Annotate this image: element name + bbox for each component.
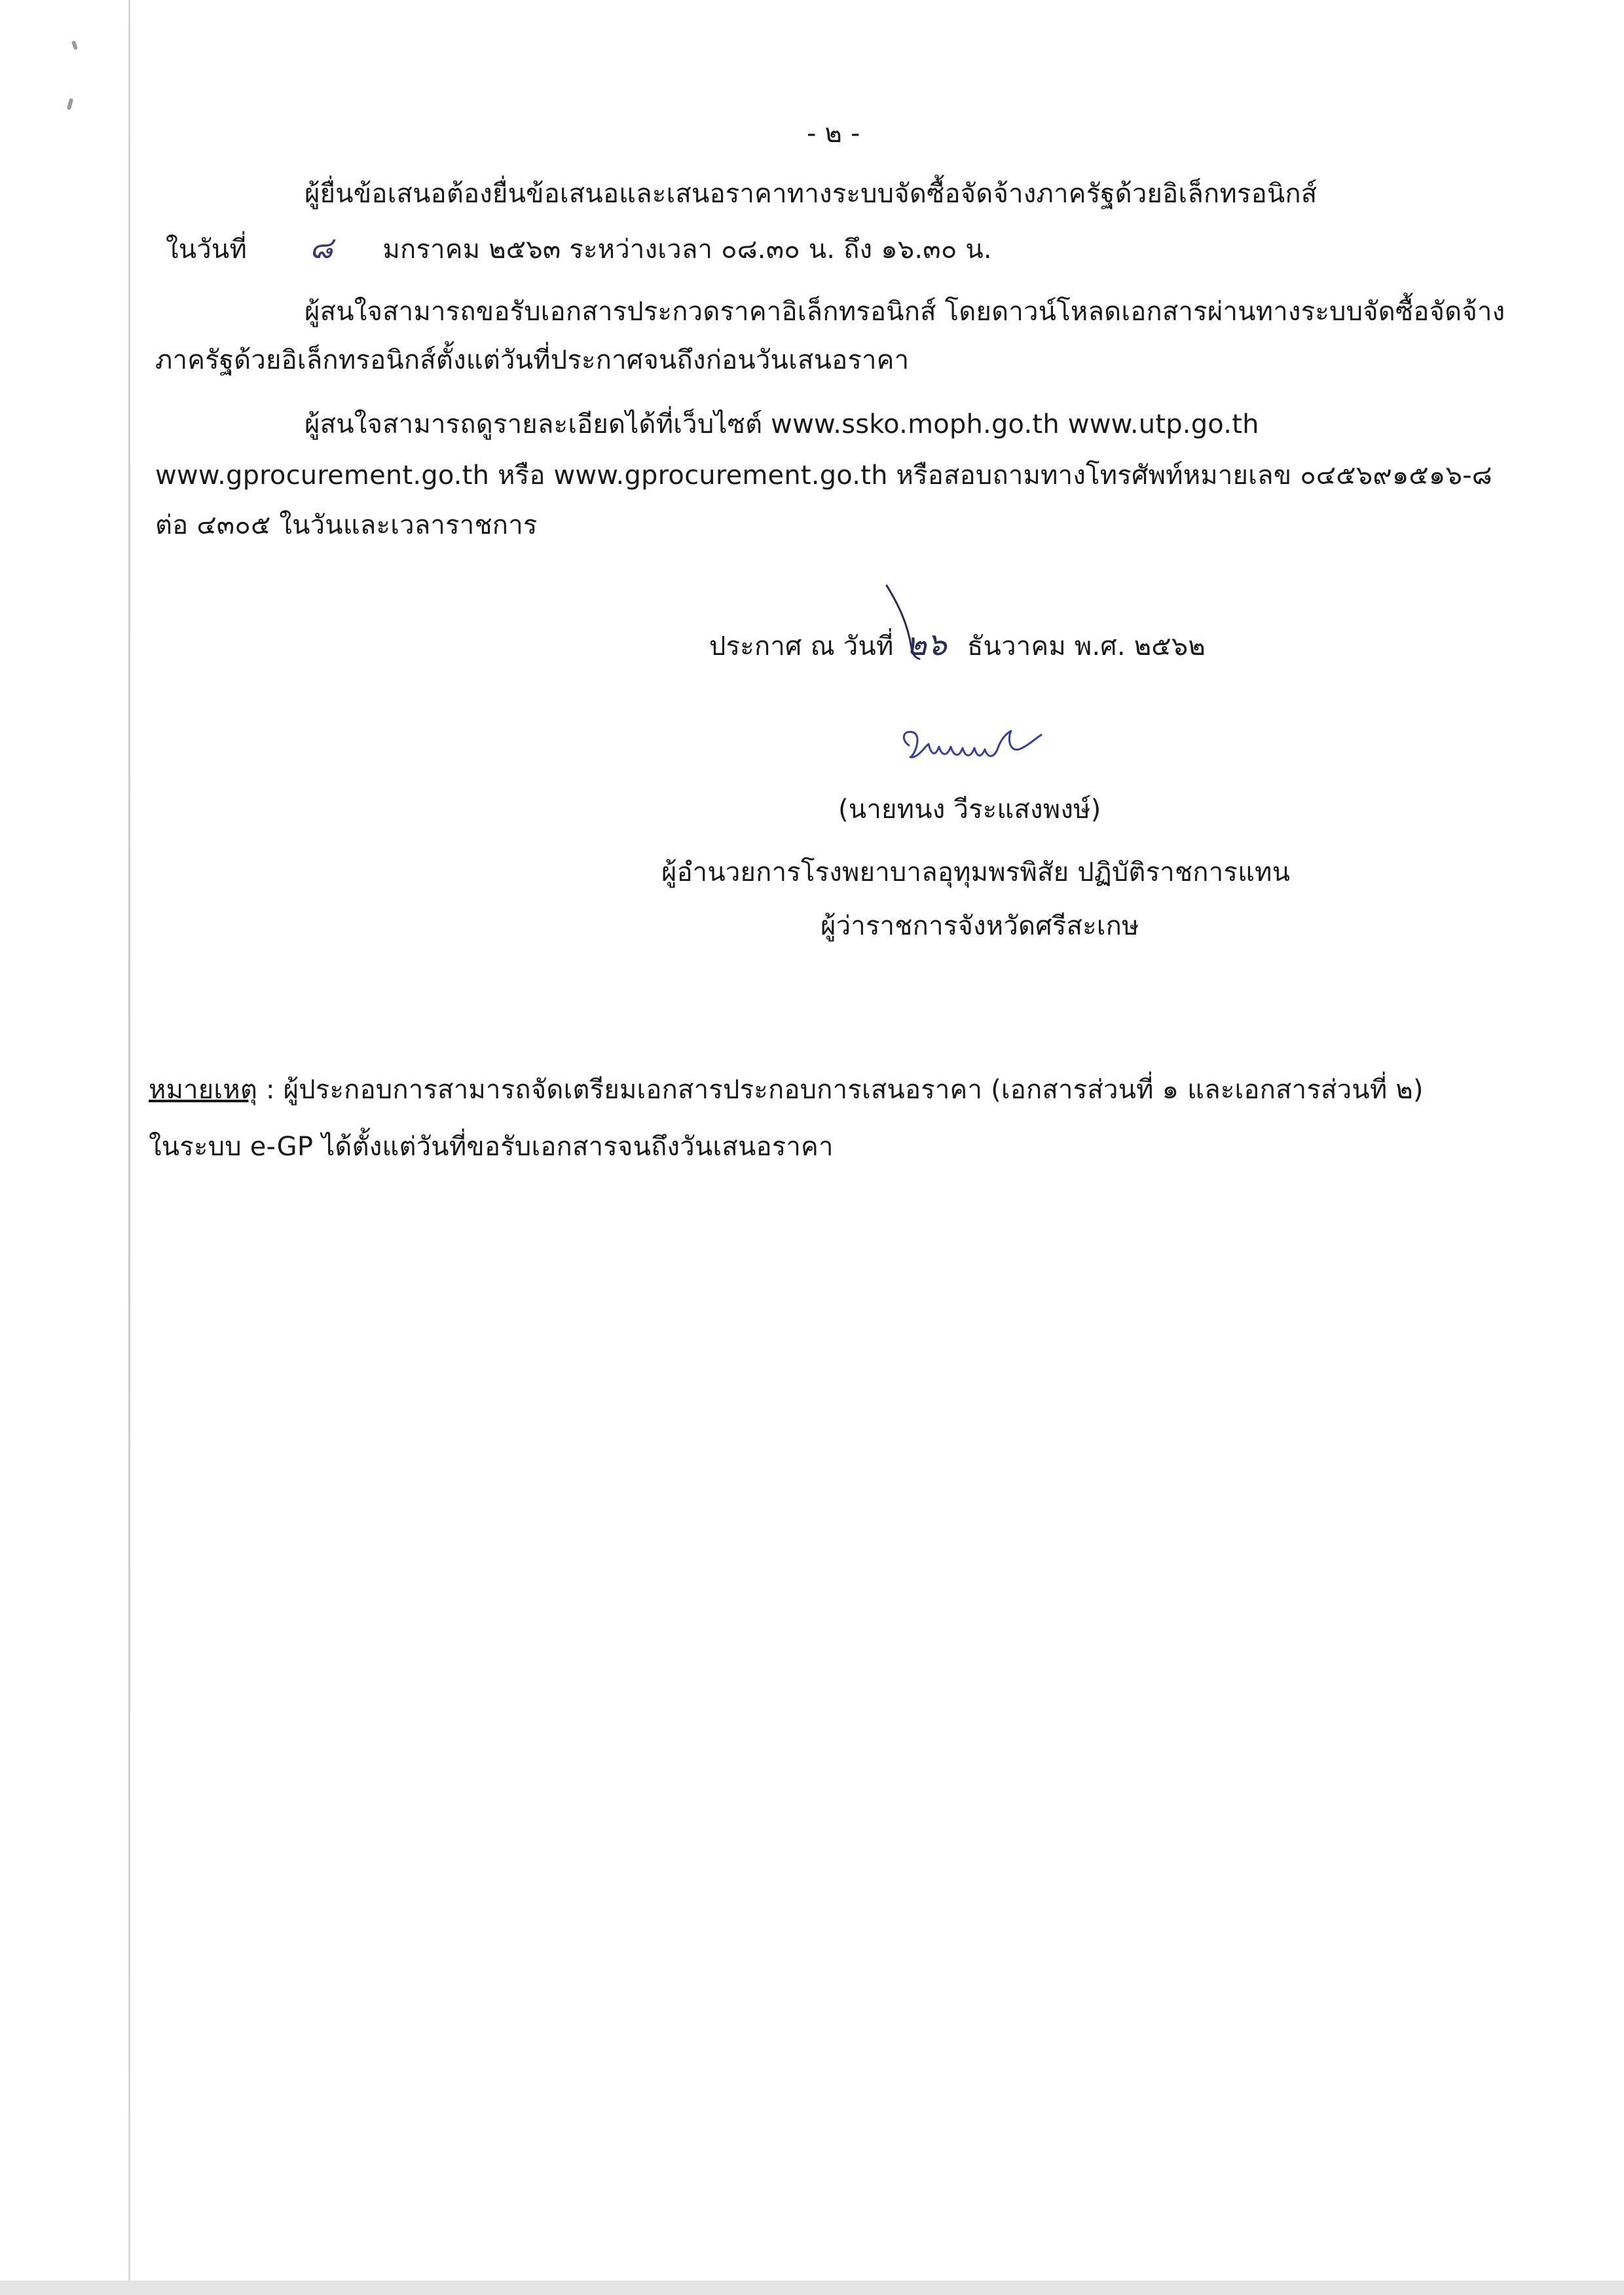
paragraph-1-line-1: ผู้ยื่นข้อเสนอต้องยื่นข้อเสนอและเสนอราคาทางระบบจัดซื้อจัดจ้างภาครัฐด้วยอิเล็กทรอนิกส์ <box>304 179 1318 209</box>
paragraph-3-line-1: ผู้สนใจสามารถดูรายละเอียดได้ที่เว็บไซต์ www.ssko.moph.go.th www.utp.go.th <box>304 409 1259 439</box>
date-rest: มกราคม ๒๕๖๓ ระหว่างเวลา ๐๘.๓๐ น. ถึง ๑๖.๓๐ น. <box>382 234 992 265</box>
signatory-position-1: ผู้อำนวยการโรงพยาบาลอุทุมพรพิสัย ปฏิบัติราชการแทน <box>661 857 1291 887</box>
paragraph-1-line-2 <box>166 231 992 267</box>
note-line-1 <box>149 1073 1424 1107</box>
note-text: : ผู้ประกอบการสามารถจัดเตรียมเอกสารประกอบการเสนอราคา (เอกสารส่วนที่ ๑ และเอกสารส่วนที่ ๒) <box>257 1075 1424 1105</box>
announcement-month-year: ธันวาคม พ.ศ. ๒๕๖๒ <box>967 631 1206 662</box>
date-prefix: ในวันที่ <box>166 234 248 265</box>
scan-speck <box>67 98 73 111</box>
scan-edge-line <box>128 0 130 2295</box>
handwritten-day: ๘ <box>309 230 333 265</box>
signatory-position-2: ผู้ว่าราชการจังหวัดศรีสะเกษ <box>821 911 1139 941</box>
note-label: หมายเหตุ <box>149 1075 258 1105</box>
announcement-day: ๒๖ <box>906 626 947 663</box>
signature <box>896 720 1053 773</box>
paragraph-2-line-1: ผู้สนใจสามารถขอรับเอกสารประกวดราคาอิเล็กทรอนิกส์ โดยดาวน์โหลดเอกสารผ่านทางระบบจัดซื้อจัดจ้าง <box>304 297 1505 327</box>
page-number: - ๒ - <box>807 119 860 149</box>
announcement-prefix: ประกาศ ณ วันที่ <box>709 631 894 662</box>
paragraph-3-line-3: ต่อ ๔๓๐๕ ในวันและเวลาราชการ <box>155 510 538 540</box>
announcement-date <box>709 627 1206 663</box>
paragraph-2-line-2: ภาครัฐด้วยอิเล็กทรอนิกส์ตั้งแต่วันที่ประกาศจนถึงก่อนวันเสนอราคา <box>155 345 910 375</box>
note-line-2: ในระบบ e-GP ได้ตั้งแต่วันที่ขอรับเอกสารจนถึงวันเสนอราคา <box>149 1132 834 1162</box>
scan-bottom-edge <box>0 2281 1624 2295</box>
signatory-name: (นายทนง วีระแสงพงษ์) <box>838 794 1101 825</box>
scan-speck <box>71 40 78 50</box>
paragraph-3-line-2: www.gprocurement.go.th หรือ www.gprocurement.go.th หรือสอบถามทางโทรศัพท์หมายเลข ๐๔๕๖๙๑๕๑๖-๘ <box>155 460 1492 491</box>
